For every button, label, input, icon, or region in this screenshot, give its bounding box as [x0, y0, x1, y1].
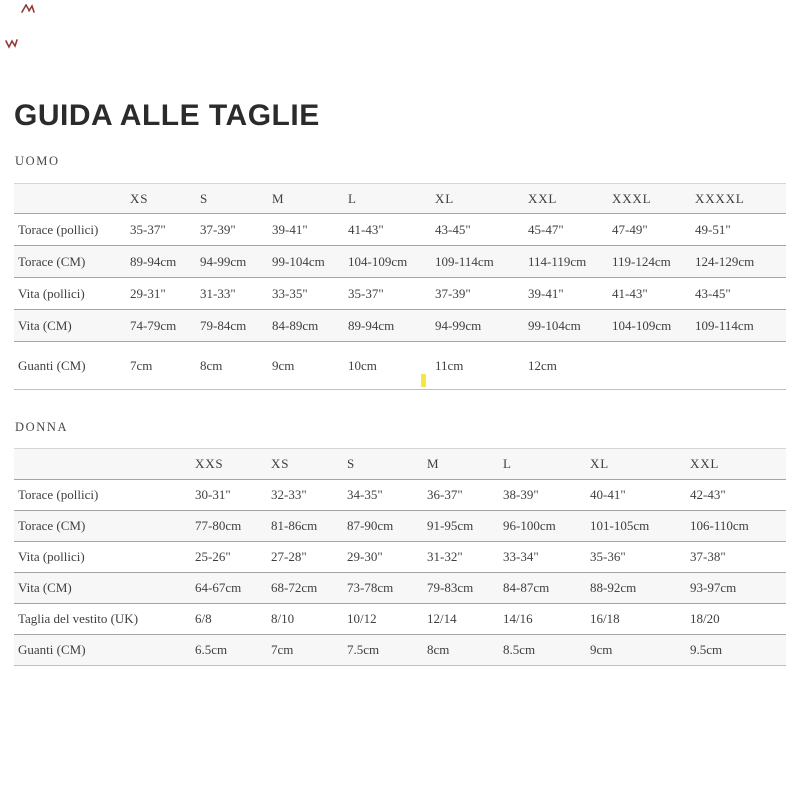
column-header-xs: XS	[130, 190, 149, 206]
size-value: 109-114cm	[435, 253, 494, 269]
size-value: 16/18	[590, 611, 620, 626]
table-row	[14, 342, 786, 390]
table-header-row	[14, 184, 786, 214]
size-value: 6/8	[195, 611, 212, 626]
size-value: 11cm	[435, 357, 464, 373]
size-value: 40-41"	[590, 487, 626, 502]
size-value: 12/14	[427, 611, 457, 626]
size-value: 9.5cm	[690, 642, 723, 657]
size-value: 30-31"	[195, 487, 231, 502]
size-value	[695, 342, 786, 390]
column-header-xs: XS	[271, 456, 290, 471]
size-value: 114-119cm	[528, 253, 587, 269]
size-value: 8cm	[427, 642, 450, 657]
size-value: 35-37"	[348, 285, 384, 301]
corner-cell	[14, 184, 130, 214]
size-value: 25-26"	[195, 549, 231, 564]
table-row	[14, 278, 786, 310]
size-value: 43-45"	[435, 221, 471, 237]
table-row	[14, 635, 786, 666]
row-label: Torace (pollici)	[18, 221, 99, 237]
size-value: 37-39"	[200, 221, 236, 237]
column-header-xxl: XXL	[690, 456, 720, 471]
section-label-uomo: UOMO	[15, 154, 60, 168]
size-value: 33-35"	[272, 285, 308, 301]
table-row	[14, 573, 786, 604]
page-title: GUIDA ALLE TAGLIE	[14, 99, 320, 132]
size-value: 12cm	[528, 357, 557, 373]
size-value: 81-86cm	[271, 518, 318, 533]
size-value: 45-47"	[528, 221, 564, 237]
size-value: 49-51"	[695, 221, 731, 237]
column-header-xl: XL	[590, 456, 609, 471]
row-label: Guanti (CM)	[18, 357, 86, 373]
size-value: 32-33"	[271, 487, 307, 502]
size-value: 36-37"	[427, 487, 463, 502]
size-value: 84-87cm	[503, 580, 550, 595]
size-value: 9cm	[272, 357, 295, 373]
table-header-row	[14, 449, 786, 480]
size-value: 35-36"	[590, 549, 626, 564]
size-value: 41-43"	[612, 285, 648, 301]
size-value: 124-129cm	[695, 253, 755, 269]
size-value: 96-100cm	[503, 518, 556, 533]
size-value: 34-35"	[347, 487, 383, 502]
row-label: Taglia del vestito (UK)	[18, 611, 139, 626]
row-label: Vita (pollici)	[18, 549, 85, 564]
size-value: 8/10	[271, 611, 295, 626]
size-value: 8.5cm	[503, 642, 536, 657]
row-label: Vita (CM)	[18, 580, 72, 595]
size-value: 27-28"	[271, 549, 307, 564]
size-value: 87-90cm	[347, 518, 394, 533]
size-value: 64-67cm	[195, 580, 242, 595]
column-header-l: L	[503, 456, 512, 471]
size-value: 93-97cm	[690, 580, 737, 595]
size-value: 39-41"	[528, 285, 564, 301]
size-value: 7cm	[130, 357, 153, 373]
size-value: 91-95cm	[427, 518, 474, 533]
size-value: 31-32"	[427, 549, 463, 564]
size-value: 6.5cm	[195, 642, 228, 657]
size-value	[612, 342, 695, 390]
size-value: 41-43"	[348, 221, 384, 237]
annotation-pen-mark	[21, 4, 36, 14]
size-value: 47-49"	[612, 221, 648, 237]
size-value: 94-99cm	[435, 317, 482, 333]
section-label-donna: DONNA	[15, 420, 69, 434]
size-value: 8cm	[200, 357, 223, 373]
size-value: 79-83cm	[427, 580, 474, 595]
annotation-pen-mark	[5, 38, 19, 49]
size-value: 37-38"	[690, 549, 726, 564]
corner-cell	[14, 449, 195, 480]
table-row	[14, 480, 786, 511]
column-header-xxl: XXL	[528, 190, 558, 206]
size-value: 94-99cm	[200, 253, 247, 269]
size-value: 33-34"	[503, 549, 539, 564]
size-value: 101-105cm	[590, 518, 650, 533]
column-header-xxxxl: XXXXL	[695, 190, 745, 206]
size-table-uomo	[14, 183, 786, 390]
size-value: 10/12	[347, 611, 377, 626]
table-row	[14, 511, 786, 542]
size-value: 35-37"	[130, 221, 166, 237]
size-value: 29-30"	[347, 549, 383, 564]
size-value: 73-78cm	[347, 580, 394, 595]
size-value: 43-45"	[695, 285, 731, 301]
size-value: 37-39"	[435, 285, 471, 301]
size-value: 18/20	[690, 611, 720, 626]
table-row	[14, 214, 786, 246]
size-value: 89-94cm	[130, 253, 177, 269]
size-value: 7cm	[271, 642, 294, 657]
size-value: 109-114cm	[695, 317, 754, 333]
row-label: Vita (CM)	[18, 317, 72, 333]
column-header-l: L	[348, 190, 357, 206]
row-label: Torace (CM)	[18, 253, 86, 269]
size-value: 42-43"	[690, 487, 726, 502]
row-label: Torace (pollici)	[18, 487, 99, 502]
highlight-marker	[421, 374, 426, 387]
size-value: 84-89cm	[272, 317, 319, 333]
size-value: 7.5cm	[347, 642, 380, 657]
table-row	[14, 604, 786, 635]
column-header-xxs: XXS	[195, 456, 224, 471]
size-value: 99-104cm	[528, 317, 581, 333]
size-value: 14/16	[503, 611, 533, 626]
column-header-s: S	[347, 456, 356, 471]
column-header-m: M	[272, 190, 285, 206]
size-value: 74-79cm	[130, 317, 177, 333]
size-value: 79-84cm	[200, 317, 247, 333]
size-table-donna	[14, 448, 786, 666]
table-row	[14, 246, 786, 278]
size-value: 9cm	[590, 642, 613, 657]
size-value: 119-124cm	[612, 253, 671, 269]
size-value: 38-39"	[503, 487, 539, 502]
size-value: 29-31"	[130, 285, 166, 301]
size-value: 106-110cm	[690, 518, 749, 533]
size-value: 88-92cm	[590, 580, 637, 595]
size-value: 99-104cm	[272, 253, 325, 269]
row-label: Vita (pollici)	[18, 285, 85, 301]
size-value: 104-109cm	[612, 317, 672, 333]
size-value: 39-41"	[272, 221, 308, 237]
size-value: 104-109cm	[348, 253, 408, 269]
size-value: 68-72cm	[271, 580, 318, 595]
table-row	[14, 310, 786, 342]
column-header-s: S	[200, 190, 209, 206]
size-value: 31-33"	[200, 285, 236, 301]
size-value: 77-80cm	[195, 518, 242, 533]
row-label: Torace (CM)	[18, 518, 86, 533]
column-header-m: M	[427, 456, 440, 471]
column-header-xl: XL	[435, 190, 454, 206]
size-value: 89-94cm	[348, 317, 395, 333]
row-label: Guanti (CM)	[18, 642, 86, 657]
table-row	[14, 542, 786, 573]
column-header-xxxl: XXXL	[612, 190, 652, 206]
size-value: 10cm	[348, 357, 377, 373]
